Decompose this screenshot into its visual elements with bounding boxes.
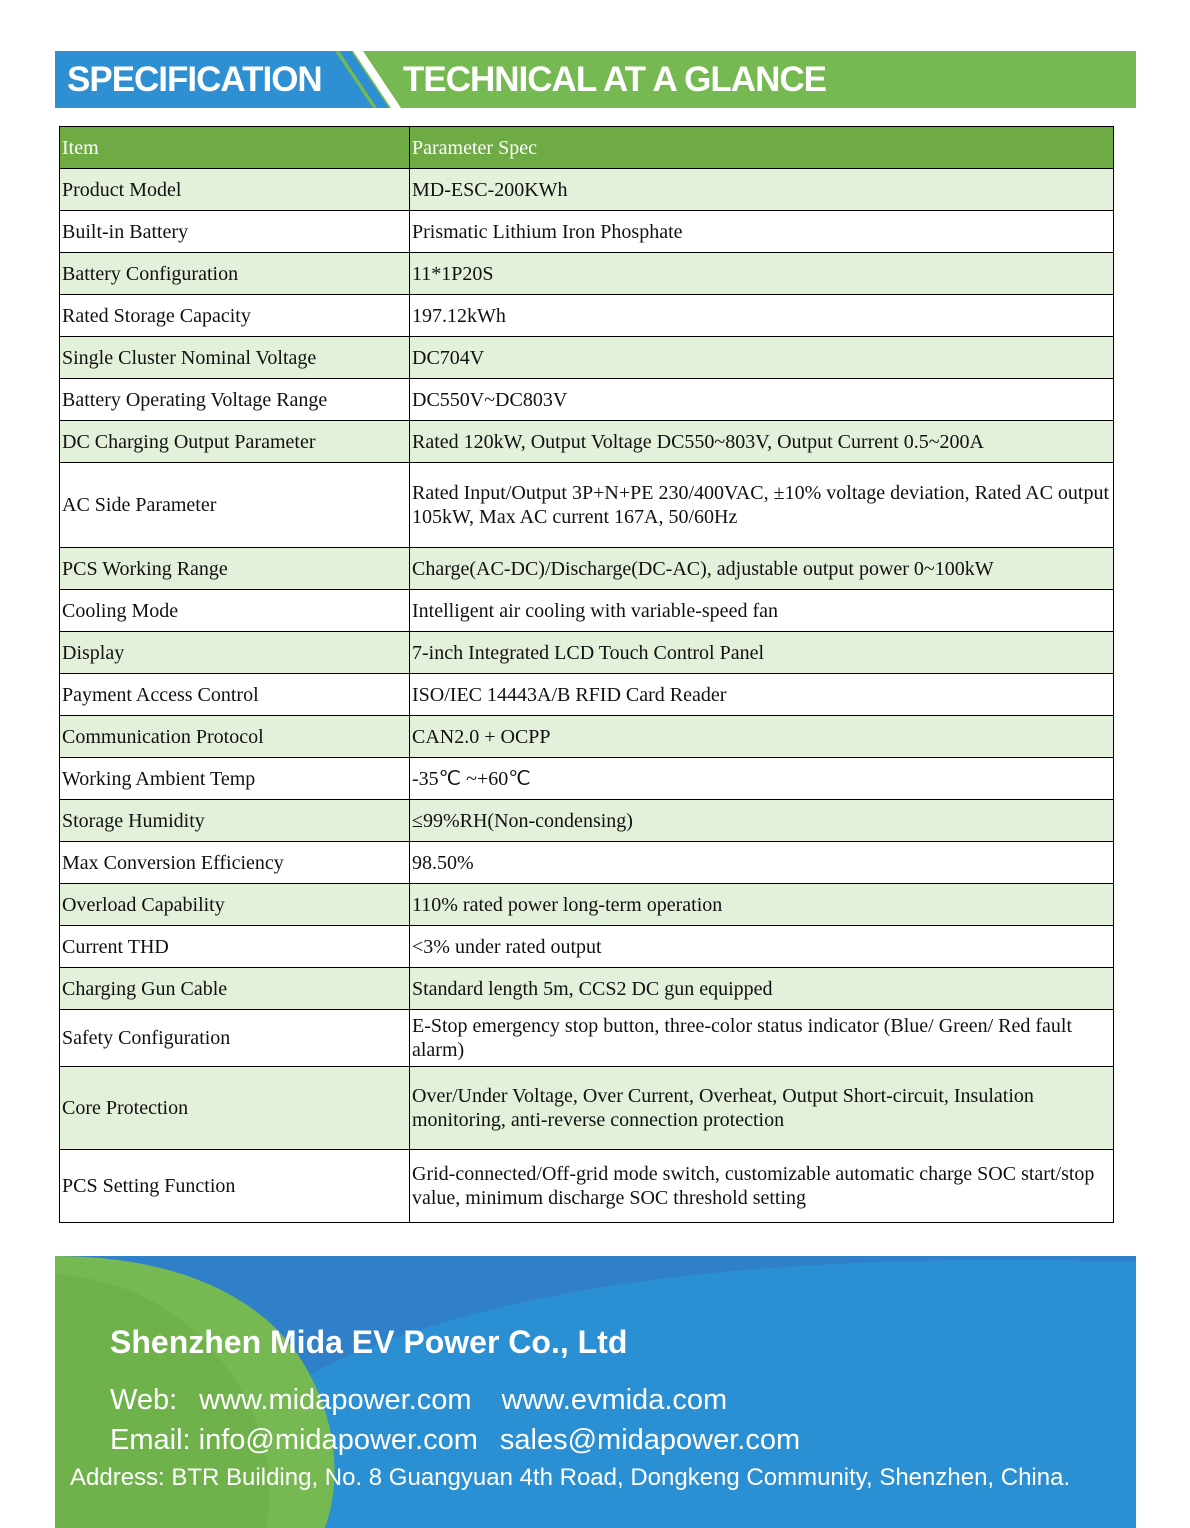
- row-item: Battery Configuration: [60, 253, 410, 295]
- row-item: Built-in Battery: [60, 211, 410, 253]
- row-item: Core Protection: [60, 1067, 410, 1150]
- web-link-midapower[interactable]: www.midapower.com: [199, 1384, 472, 1416]
- banner-title-technical: TECHNICAL AT A GLANCE: [403, 60, 826, 99]
- table-row: [60, 548, 1114, 590]
- spec-table: [59, 126, 1114, 1223]
- table-row: [60, 800, 1114, 842]
- table-row: [60, 295, 1114, 337]
- row-spec: Grid-connected/Off-grid mode switch, customizable automatic charge SOC start/stop value, minimum discharge SOC threshold setting: [410, 1150, 1114, 1223]
- email-link-info[interactable]: info@midapower.com: [198, 1424, 478, 1456]
- table-row: [60, 884, 1114, 926]
- row-spec: -35℃ ~+60℃: [410, 758, 1114, 800]
- row-spec: Rated Input/Output 3P+N+PE 230/400VAC, ±10% voltage deviation, Rated AC output 105kW, Max AC current 167A, 50/60Hz: [410, 463, 1114, 548]
- web-label: Web:: [110, 1384, 178, 1416]
- table-row: [60, 758, 1114, 800]
- row-spec: Standard length 5m, CCS2 DC gun equipped: [410, 968, 1114, 1010]
- row-item: Display: [60, 632, 410, 674]
- row-item: Rated Storage Capacity: [60, 295, 410, 337]
- email-line: [110, 1424, 800, 1457]
- table-row: [60, 590, 1114, 632]
- row-item: PCS Setting Function: [60, 1150, 410, 1223]
- row-item: Working Ambient Temp: [60, 758, 410, 800]
- table-header-row: [60, 127, 1114, 169]
- web-line: [110, 1384, 727, 1417]
- table-row: [60, 337, 1114, 379]
- row-spec: 11*1P20S: [410, 253, 1114, 295]
- row-spec: ISO/IEC 14443A/B RFID Card Reader: [410, 674, 1114, 716]
- table-row: [60, 674, 1114, 716]
- table-row: [60, 379, 1114, 421]
- row-spec: Prismatic Lithium Iron Phosphate: [410, 211, 1114, 253]
- row-spec: ≤99%RH(Non-condensing): [410, 800, 1114, 842]
- row-item: Overload Capability: [60, 884, 410, 926]
- row-item: Max Conversion Efficiency: [60, 842, 410, 884]
- row-spec: CAN2.0 + OCPP: [410, 716, 1114, 758]
- table-row: [60, 1067, 1114, 1150]
- contact-footer: [55, 1256, 1136, 1528]
- table-row: [60, 211, 1114, 253]
- row-item: Payment Access Control: [60, 674, 410, 716]
- row-item: PCS Working Range: [60, 548, 410, 590]
- table-row: [60, 1010, 1114, 1067]
- row-spec: 98.50%: [410, 842, 1114, 884]
- table-row: [60, 968, 1114, 1010]
- table-row: [60, 632, 1114, 674]
- row-spec: 7-inch Integrated LCD Touch Control Panel: [410, 632, 1114, 674]
- row-spec: Over/Under Voltage, Over Current, Overheat, Output Short-circuit, Insulation monitoring, anti-reverse connection protection: [410, 1067, 1114, 1150]
- row-item: DC Charging Output Parameter: [60, 421, 410, 463]
- row-item: Product Model: [60, 169, 410, 211]
- email-link-sales[interactable]: sales@midapower.com: [499, 1424, 801, 1456]
- row-spec: DC704V: [410, 337, 1114, 379]
- row-item: Storage Humidity: [60, 800, 410, 842]
- row-spec: Charge(AC-DC)/Discharge(DC-AC), adjustable output power 0~100kW: [410, 548, 1114, 590]
- row-spec: Intelligent air cooling with variable-speed fan: [410, 590, 1114, 632]
- row-spec: E-Stop emergency stop button, three-color status indicator (Blue/ Green/ Red fault alarm): [410, 1010, 1114, 1067]
- table-row: [60, 253, 1114, 295]
- header-banner: [55, 51, 1136, 108]
- company-name: Shenzhen Mida EV Power Co., Ltd: [110, 1324, 628, 1360]
- row-item: Battery Operating Voltage Range: [60, 379, 410, 421]
- row-spec: DC550V~DC803V: [410, 379, 1114, 421]
- table-row: [60, 926, 1114, 968]
- web-link-evmida[interactable]: www.evmida.com: [501, 1384, 728, 1416]
- table-row: [60, 169, 1114, 211]
- row-spec: 110% rated power long-term operation: [410, 884, 1114, 926]
- table-row: [60, 1150, 1114, 1223]
- address-line: Address: BTR Building, No. 8 Guangyuan 4th Road, Dongkeng Community, Shenzhen, China.: [70, 1464, 1071, 1491]
- row-item: Charging Gun Cable: [60, 968, 410, 1010]
- email-label: Email:: [110, 1424, 191, 1456]
- row-item: Safety Configuration: [60, 1010, 410, 1067]
- table-row: [60, 716, 1114, 758]
- table-row: [60, 421, 1114, 463]
- row-item: Communication Protocol: [60, 716, 410, 758]
- banner-title-specification: SPECIFICATION: [67, 60, 322, 99]
- row-item: Single Cluster Nominal Voltage: [60, 337, 410, 379]
- row-spec: 197.12kWh: [410, 295, 1114, 337]
- table-row: [60, 463, 1114, 548]
- row-spec: <3% under rated output: [410, 926, 1114, 968]
- row-spec: MD-ESC-200KWh: [410, 169, 1114, 211]
- header-parameter-spec: Parameter Spec: [410, 127, 1114, 169]
- row-item: AC Side Parameter: [60, 463, 410, 548]
- row-spec: Rated 120kW, Output Voltage DC550~803V, Output Current 0.5~200A: [410, 421, 1114, 463]
- header-item: Item: [60, 127, 410, 169]
- row-item: Current THD: [60, 926, 410, 968]
- row-item: Cooling Mode: [60, 590, 410, 632]
- table-row: [60, 842, 1114, 884]
